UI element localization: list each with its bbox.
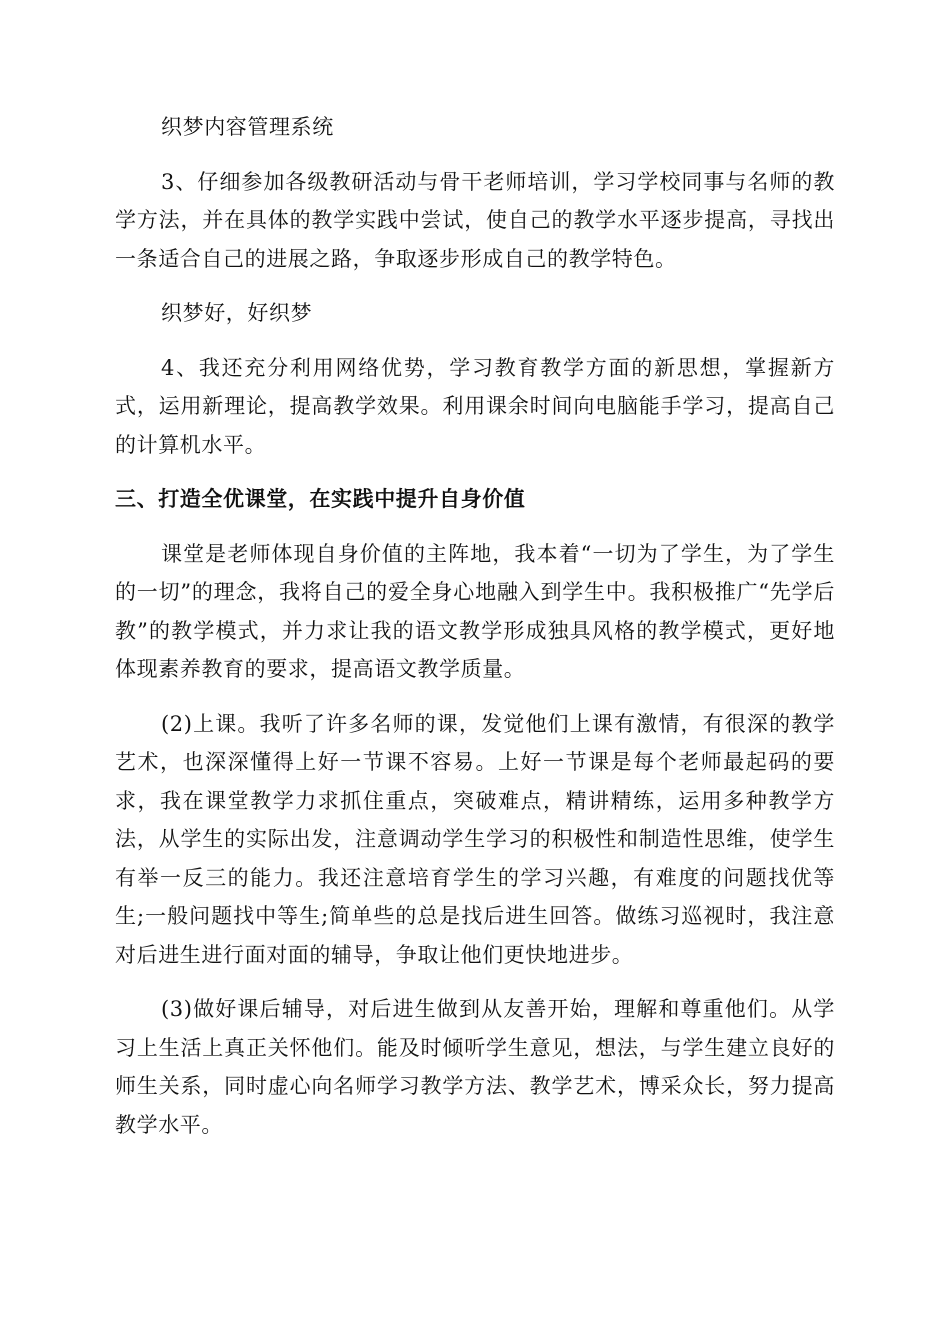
paragraph-after-class-tutoring: (3)做好课后辅导，对后进生做到从友善开始，理解和尊重他们。从学习上生活上真正关怀他们。能及时倾听学生意见，想法，与学生建立良好的师生关系，同时虚心向名师学习教学方法、教学艺术，博采众长，努力提高教学水平。 [115, 997, 835, 1137]
paragraph-site-slogan: 织梦好，好织梦 [161, 301, 313, 325]
paragraph-attend-class: (2)上课。我听了许多名师的课，发觉他们上课有激情，有很深的教学艺术，也深深懂得上好一节课不容易。上好一节课是每个老师最起码的要求，我在课堂教学力求抓住重点，突破难点，精讲精练，运用多种教学方法，从学生的实际出发，注意调动学生学习的积极性和制造性思维，使学生有举一反三的能力。我还注意培育学生的学习兴趣，有难度的问题找优等生;一般问题找中等生;简单些的总是找后进生回答。做练习巡视时，我注意对后进生进行面对面的辅导，争取让他们更快地进步。 [115, 711, 835, 967]
paragraph-item-4: 4、我还充分利用网络优势，学习教育教学方面的新思想，掌握新方式，运用新理论，提高教学效果。利用课余时间向电脑能手学习，提高自己的计算机水平。 [115, 355, 835, 457]
document-body [115, 108, 835, 1160]
paragraph-classroom: 课堂是老师体现自身价值的主阵地，我本着“一切为了学生，为了学生的一切”的理念，我将自己的爱全身心地融入到学生中。我积极推广“先学后教”的教学模式，并力求让我的语文教学形成独具风格的教学模式，更好地体现素养教育的要求，提高语文教学质量。 [115, 541, 835, 681]
paragraph-item-3: 3、仔细参加各级教研活动与骨干老师培训，学习学校同事与名师的教学方法，并在具体的教学实践中尝试，使自己的教学水平逐步提高，寻找出一条适合自己的进展之路，争取逐步形成自己的教学特色。 [115, 169, 835, 271]
paragraph-site-name: 织梦内容管理系统 [161, 115, 334, 139]
section-heading-3: 三、打造全优课堂，在实践中提升自身价值 [115, 487, 526, 511]
